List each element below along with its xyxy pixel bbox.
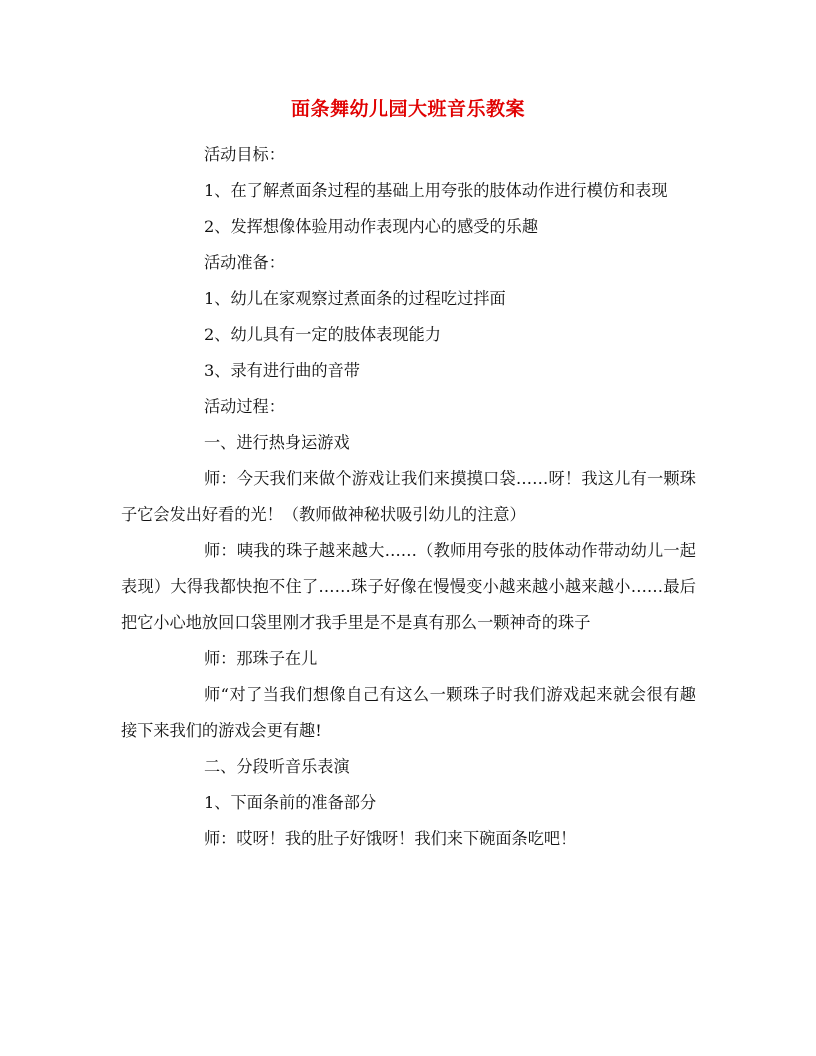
- paragraph-teacher-5: 师：哎呀！我的肚子好饿呀！我们来下碗面条吃吧！: [204, 829, 577, 848]
- paragraph-section-1: 一、进行热身运游戏: [204, 433, 350, 452]
- document-body: [121, 137, 696, 857]
- paragraph-teacher-2: 师：咦我的珠子越来越大……（教师用夸张的肢体动作带动幼儿一起表现）大得我都快抱不住了……珠子好像在慢慢变小越来越小越来越小……最后把它小心地放回口袋里刚才我手里是不是真有那么一颗神奇的珠子: [121, 541, 696, 632]
- paragraph-process-heading: 活动过程：: [204, 397, 285, 416]
- document-title: 面条舞幼儿园大班音乐教案: [290, 98, 525, 120]
- paragraph-step-1: 1、下面条前的准备部分: [204, 793, 377, 812]
- paragraph-prep-1: 1、幼儿在家观察过煮面条的过程吃过拌面: [204, 289, 506, 308]
- paragraph-prep-3: 3、录有进行曲的音带: [204, 361, 360, 380]
- paragraph-goal-2: 2、发挥想像体验用动作表现内心的感受的乐趣: [204, 217, 539, 236]
- paragraph-prep-heading: 活动准备：: [204, 253, 285, 272]
- paragraph-teacher-4: 师“对了当我们想像自己有这么一颗珠子时我们游戏起来就会很有趣接下来我们的游戏会更有趣!: [121, 685, 696, 740]
- paragraph-goals-heading: 活动目标：: [204, 145, 285, 164]
- paragraph-prep-2: 2、幼儿具有一定的肢体表现能力: [204, 325, 441, 344]
- paragraph-teacher-1: 师：今天我们来做个游戏让我们来摸摸口袋……呀！我这儿有一颗珠子它会发出好看的光！（教师做神秘状吸引幼儿的注意）: [121, 469, 696, 524]
- paragraph-teacher-3: 师：那珠子在儿: [204, 649, 318, 668]
- paragraph-section-2: 二、分段听音乐表演: [204, 757, 350, 776]
- paragraph-goal-1: 1、在了解煮面条过程的基础上用夸张的肢体动作进行模仿和表现: [204, 181, 668, 200]
